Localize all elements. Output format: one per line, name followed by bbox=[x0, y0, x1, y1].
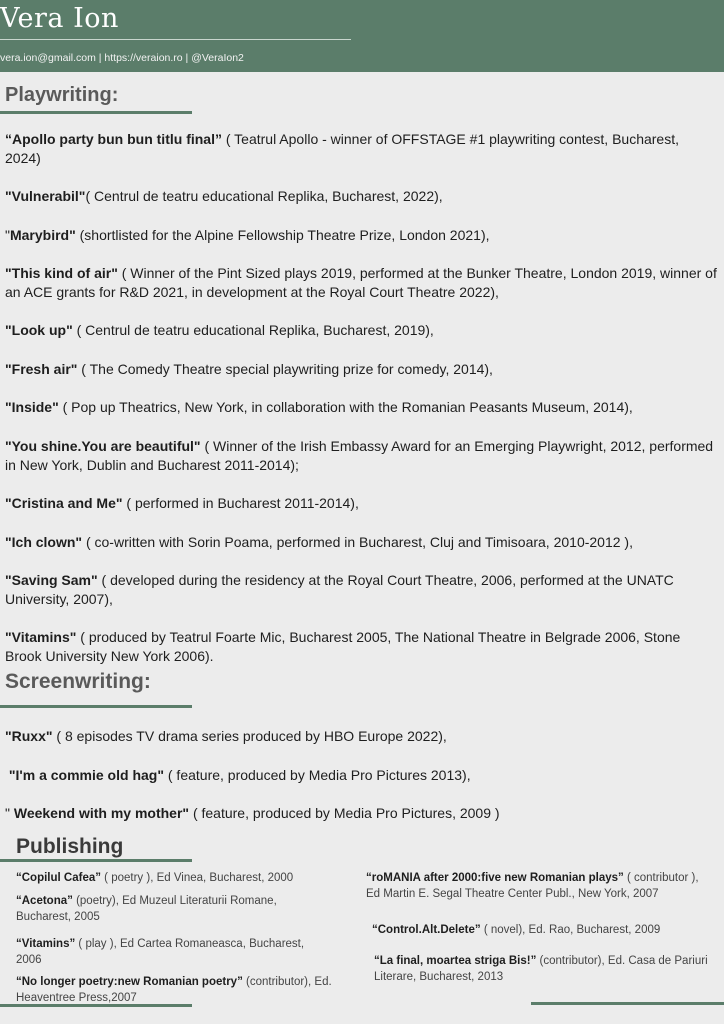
header-banner bbox=[0, 0, 724, 72]
publication-item: “La final, moartea striga Bis!” (contributor), Ed. Casa de Pariuri Literare, Bucharest, 2013 bbox=[374, 955, 708, 983]
playwriting-heading: Playwriting: bbox=[5, 84, 119, 106]
screen-item: " Weekend with my mother" ( feature, produced by Media Pro Pictures, 2009 ) bbox=[5, 805, 500, 821]
play-item: "Inside" ( Pop up Theatrics, New York, in collaboration with the Romanian Peasants Museum, 2014), bbox=[5, 399, 633, 415]
contact-line: vera.ion@gmail.com | https://veraion.ro | @VeraIon2 bbox=[0, 52, 244, 64]
play-item: "Marybird" (shortlisted for the Alpine Fellowship Theatre Prize, London 2021), bbox=[5, 227, 490, 243]
play-item: "Look up" ( Centrul de teatru educational Replika, Bucharest, 2019), bbox=[5, 322, 434, 338]
footer-rule-left bbox=[0, 1004, 192, 1007]
play-item: “Apollo party bun bun titlu final” ( Teatrul Apollo - winner of OFFSTAGE #1 playwriting contest, Bucharest, 2024) bbox=[5, 131, 679, 166]
screen-item: "Ruxx" ( 8 episodes TV drama series produced by HBO Europe 2022), bbox=[5, 728, 447, 744]
screen-item: "I'm a commie old hag" ( feature, produced by Media Pro Pictures 2013), bbox=[8, 767, 471, 783]
publication-item: “No longer poetry:new Romanian poetry” (contributor), Ed. Heaventree Press,2007 bbox=[16, 976, 332, 1004]
play-item: "This kind of air" ( Winner of the Pint Sized plays 2019, performed at the Bunker Theatre, London 2019, winner of an ACE grants for R&D 2021, in development at the Royal Court Theatre 2022), bbox=[5, 265, 717, 300]
publishing-rule bbox=[0, 859, 192, 862]
play-item: "You shine.You are beautiful" ( Winner of the Irish Embassy Award for an Emerging Playwright, 2012, performed in New York, Dublin and Bucharest 2011-2014); bbox=[5, 438, 714, 473]
publication-item: “roMANIA after 2000:five new Romanian plays” ( contributor ), Ed Martin E. Segal Theatre Center Publ., New York, 2007 bbox=[366, 872, 699, 900]
footer-rule-right bbox=[531, 1002, 724, 1005]
play-item: "Cristina and Me" ( performed in Bucharest 2011-2014), bbox=[5, 495, 359, 511]
play-item: "Ich clown" ( co-written with Sorin Poama, performed in Bucharest, Cluj and Timisoara, 2010-2012 ), bbox=[5, 534, 633, 550]
play-item: "Fresh air" ( The Comedy Theatre special playwriting prize for comedy, 2014), bbox=[5, 361, 493, 377]
play-item: "Saving Sam" ( developed during the residency at the Royal Court Theatre, 2006, performed at the UNATC University, 2007), bbox=[5, 572, 674, 607]
screenwriting-rule bbox=[0, 705, 192, 708]
publication-item: “Control.Alt.Delete” ( novel), Ed. Rao, Bucharest, 2009 bbox=[372, 924, 661, 936]
publishing-heading: Publishing bbox=[16, 835, 124, 858]
playwriting-rule bbox=[0, 111, 192, 114]
header-divider bbox=[0, 39, 351, 40]
publication-item: “Vitamins” ( play ), Ed Cartea Romaneasca, Bucharest, 2006 bbox=[16, 938, 305, 966]
publication-item: “Acetona” (poetry), Ed Muzeul Literaturii Romane, Bucharest, 2005 bbox=[16, 895, 277, 923]
screenwriting-heading: Screenwriting: bbox=[5, 670, 151, 693]
author-name: Vera Ion bbox=[0, 3, 119, 34]
publication-item: “Copilul Cafea” ( poetry ), Ed Vinea, Bucharest, 2000 bbox=[16, 872, 294, 884]
play-item: "Vitamins" ( produced by Teatrul Foarte Mic, Bucharest 2005, The National Theatre in Belgrade 2006, Stone Brook University New York 2006). bbox=[5, 629, 681, 664]
play-item: "Vulnerabil"( Centrul de teatru educational Replika, Bucharest, 2022), bbox=[5, 188, 443, 204]
